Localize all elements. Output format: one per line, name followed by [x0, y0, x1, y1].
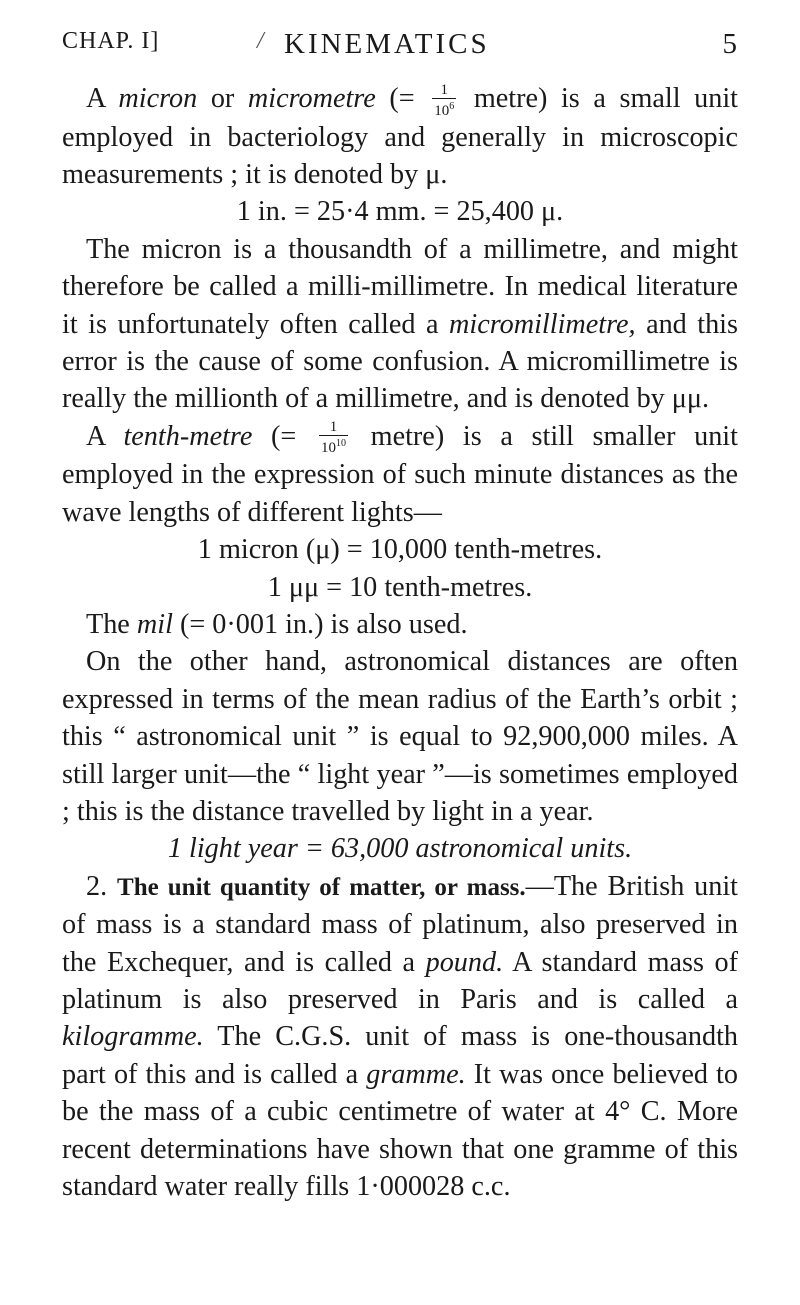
equation-light-year: 1 light year = 63,000 astronomical units.	[167, 833, 633, 865]
term-tenth-metre: tenth-metre	[123, 420, 253, 452]
equation-micron: 1 micron (μ) = 10,000 tenth-metres.	[197, 534, 603, 566]
page-number: 5	[722, 28, 738, 60]
term-pound: pound.	[425, 946, 504, 978]
running-title: KINEMATICS	[284, 28, 490, 60]
paragraph-astronomical: On the other hand, astronomical distances are often expressed in terms of the mean radius of the Earth’s orbit ; this “ astronomical unit ” is equal to 92,900,000 miles. A still larger unit—the “ light year ”—is sometimes employed ; this is the distance travelled by light in a year.	[62, 646, 738, 827]
paragraph-tenth-metre: A tenth-metre (= $\frac{1}{10^{10}}$ metre) is a still smaller unit employed in the expression of such minute distances as the wave lengths of different lights—	[62, 419, 738, 528]
equation-inch: 1 in. = 25·4 mm. = 25,400 μ.	[236, 196, 564, 228]
running-header	[62, 28, 738, 68]
paragraph-milli-millimetre: The micron is a thousandth of a millimetre, and might therefore be called a milli-millimetre. In medical literature it is unfortunately often called a micromillimetre, and this error is the cause of some confusion. A micromillimetre is really the millionth of a millimetre, and is denoted by μμ.	[62, 233, 738, 415]
term-gramme: gramme.	[366, 1058, 466, 1090]
term-micromillimetre: micromillimetre,	[449, 308, 636, 340]
fraction-micron: $\frac{1}{10^6}$	[434, 81, 455, 119]
term-kilogramme: kilogramme.	[62, 1021, 204, 1053]
term-micron: micron	[118, 83, 198, 114]
section-heading-mass: The unit quantity of matter, or mass.	[117, 873, 526, 901]
equation-mu-mu: 1 μμ = 10 tenth-metres.	[267, 571, 533, 603]
paragraph-mass: 2. The unit quantity of matter, or mass.—The British unit of mass is a standard mass of platinum, also preserved in the Exchequer, and is called a pound. A standard mass of platinum is also preserved in Paris and is called a kilogramme. The C.G.S. unit of mass is one-thousandth part of this and is called a gramme. It was once believed to be the mass of a cubic centimetre of water at 4° C. More recent determinations have shown that one gramme of this standard water really fills 1·000028 c.c.	[62, 870, 739, 1203]
fraction-tenth-metre: $\frac{1}{10^{10}}$	[320, 419, 346, 457]
header-mark: /	[257, 28, 265, 54]
chapter-label: CHAP. I]	[62, 28, 160, 54]
paragraph-micron: A micron or micrometre (= $\frac{1}{10^6}$ metre) is a small unit employed in bacteriology and generally in microscopic measurements ; it is denoted by μ.	[62, 81, 738, 190]
paragraph-mil: The mil (= 0·001 in.) is also used.	[86, 608, 468, 640]
term-micrometre: micrometre	[247, 83, 376, 114]
term-mil: mil	[136, 608, 173, 640]
page-body	[62, 80, 738, 1205]
